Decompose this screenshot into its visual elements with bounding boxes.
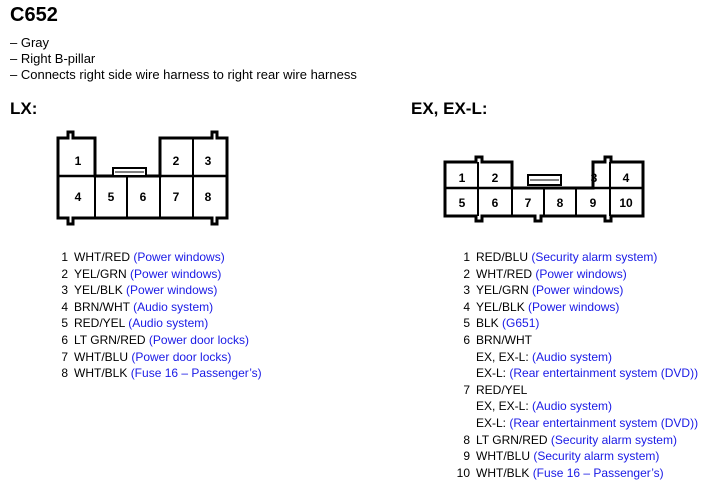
circuit-function: (Audio system) bbox=[532, 349, 613, 364]
pin-number: 7 bbox=[61, 349, 68, 364]
pin-number: 6 bbox=[61, 332, 68, 347]
ex-cavity-1: 1 bbox=[458, 171, 466, 185]
circuit-function: (Rear entertainment system (DVD)) bbox=[509, 415, 699, 430]
circuit-function: (Security alarm system) bbox=[533, 449, 660, 464]
wire-color: RED/BLU bbox=[476, 250, 529, 264]
variant-label: EX-L: bbox=[476, 415, 507, 430]
pin-number: 1 bbox=[463, 250, 470, 264]
pin-number: 3 bbox=[61, 283, 68, 298]
connector-location: – Right B-pillar bbox=[10, 51, 96, 66]
circuit-function: (G651) bbox=[502, 316, 540, 331]
pin-number: 5 bbox=[61, 316, 68, 331]
pin-number: 2 bbox=[61, 266, 68, 281]
wire-color: WHT/BLU bbox=[74, 349, 128, 364]
circuit-function: (Fuse 16 – Passenger’s) bbox=[130, 366, 262, 381]
wire-color: YEL/BLK bbox=[74, 283, 123, 298]
variant-label: EX, EX-L: bbox=[476, 399, 529, 414]
variant-label: EX-L: bbox=[476, 366, 507, 381]
wire-color: WHT/RED bbox=[74, 250, 130, 264]
circuit-function: (Audio system) bbox=[133, 299, 214, 314]
ex-cavity-8: 8 bbox=[556, 196, 564, 210]
circuit-function: (Power door locks) bbox=[148, 332, 249, 347]
pin-number: 3 bbox=[463, 283, 470, 298]
lx-heading: LX: bbox=[10, 99, 38, 118]
wire-color: YEL/GRN bbox=[74, 266, 127, 281]
lx-cavity-2: 2 bbox=[172, 154, 180, 168]
lx-cavity-3: 3 bbox=[204, 154, 212, 168]
variant-label: EX, EX-L: bbox=[476, 349, 529, 364]
pin-number: 1 bbox=[61, 250, 68, 264]
circuit-function: (Security alarm system) bbox=[550, 432, 677, 447]
pin-number: 10 bbox=[456, 465, 470, 480]
pin-number: 8 bbox=[463, 432, 470, 447]
circuit-function: (Power windows) bbox=[532, 283, 624, 298]
wire-color: BRN/WHT bbox=[476, 332, 532, 347]
ex-cavity-6: 6 bbox=[491, 196, 499, 210]
wire-color: RED/YEL bbox=[476, 382, 528, 397]
pin-number: 2 bbox=[463, 266, 470, 281]
pin-number: 5 bbox=[463, 316, 470, 331]
circuit-function: (Power windows) bbox=[130, 266, 222, 281]
lx-cavity-1: 1 bbox=[74, 154, 82, 168]
lx-connector-diagram bbox=[55, 128, 235, 228]
pin-number: 8 bbox=[61, 366, 68, 381]
circuit-function: (Security alarm system) bbox=[531, 250, 658, 264]
wire-color: RED/YEL bbox=[74, 316, 125, 331]
circuit-function: (Power windows) bbox=[133, 250, 225, 264]
ex-cavity-10: 10 bbox=[619, 196, 633, 210]
circuit-function: (Power windows) bbox=[535, 266, 627, 281]
ex-cavity-7: 7 bbox=[524, 196, 532, 210]
wire-color: WHT/RED bbox=[476, 266, 532, 281]
ex-cavity-5: 5 bbox=[458, 196, 466, 210]
circuit-function: (Power door locks) bbox=[131, 349, 232, 364]
wire-color: WHT/BLK bbox=[476, 465, 530, 480]
lx-cavity-7: 7 bbox=[172, 190, 180, 204]
pin-number: 6 bbox=[463, 332, 470, 347]
circuit-function: (Audio system) bbox=[128, 316, 209, 331]
connector-id: C652 bbox=[10, 4, 58, 26]
pin-number: 7 bbox=[463, 382, 470, 397]
lx-cavity-5: 5 bbox=[107, 190, 115, 204]
ex-cavity-2: 2 bbox=[491, 171, 499, 185]
connector-purpose: – Connects right side wire harness to right rear wire harness bbox=[10, 67, 357, 82]
ex-connector-diagram bbox=[440, 150, 655, 225]
circuit-function: (Fuse 16 – Passenger’s) bbox=[532, 465, 664, 480]
circuit-function: (Power windows) bbox=[528, 299, 620, 314]
circuit-function: (Audio system) bbox=[532, 399, 613, 414]
ex-cavity-3: 3 bbox=[590, 171, 598, 185]
ex-cavity-9: 9 bbox=[589, 196, 597, 210]
lx-cavity-8: 8 bbox=[204, 190, 212, 204]
wire-color: WHT/BLU bbox=[476, 449, 530, 464]
connector-color: – Gray bbox=[10, 35, 50, 50]
circuit-function: (Power windows) bbox=[126, 283, 218, 298]
wire-color: LT GRN/RED bbox=[74, 332, 146, 347]
ex-heading: EX, EX-L: bbox=[411, 99, 488, 118]
ex-cavity-4: 4 bbox=[622, 171, 630, 185]
pin-number: 9 bbox=[463, 449, 470, 464]
wire-color: YEL/GRN bbox=[476, 283, 529, 298]
circuit-function: (Rear entertainment system (DVD)) bbox=[509, 366, 699, 381]
wire-color: LT GRN/RED bbox=[476, 432, 548, 447]
pin-number: 4 bbox=[61, 299, 68, 314]
wire-color: WHT/BLK bbox=[74, 366, 128, 381]
wire-color: YEL/BLK bbox=[476, 299, 525, 314]
wire-color: BLK bbox=[476, 316, 499, 331]
lx-cavity-4: 4 bbox=[74, 190, 82, 204]
pin-number: 4 bbox=[463, 299, 470, 314]
wire-color: BRN/WHT bbox=[74, 299, 130, 314]
lx-cavity-6: 6 bbox=[139, 190, 147, 204]
